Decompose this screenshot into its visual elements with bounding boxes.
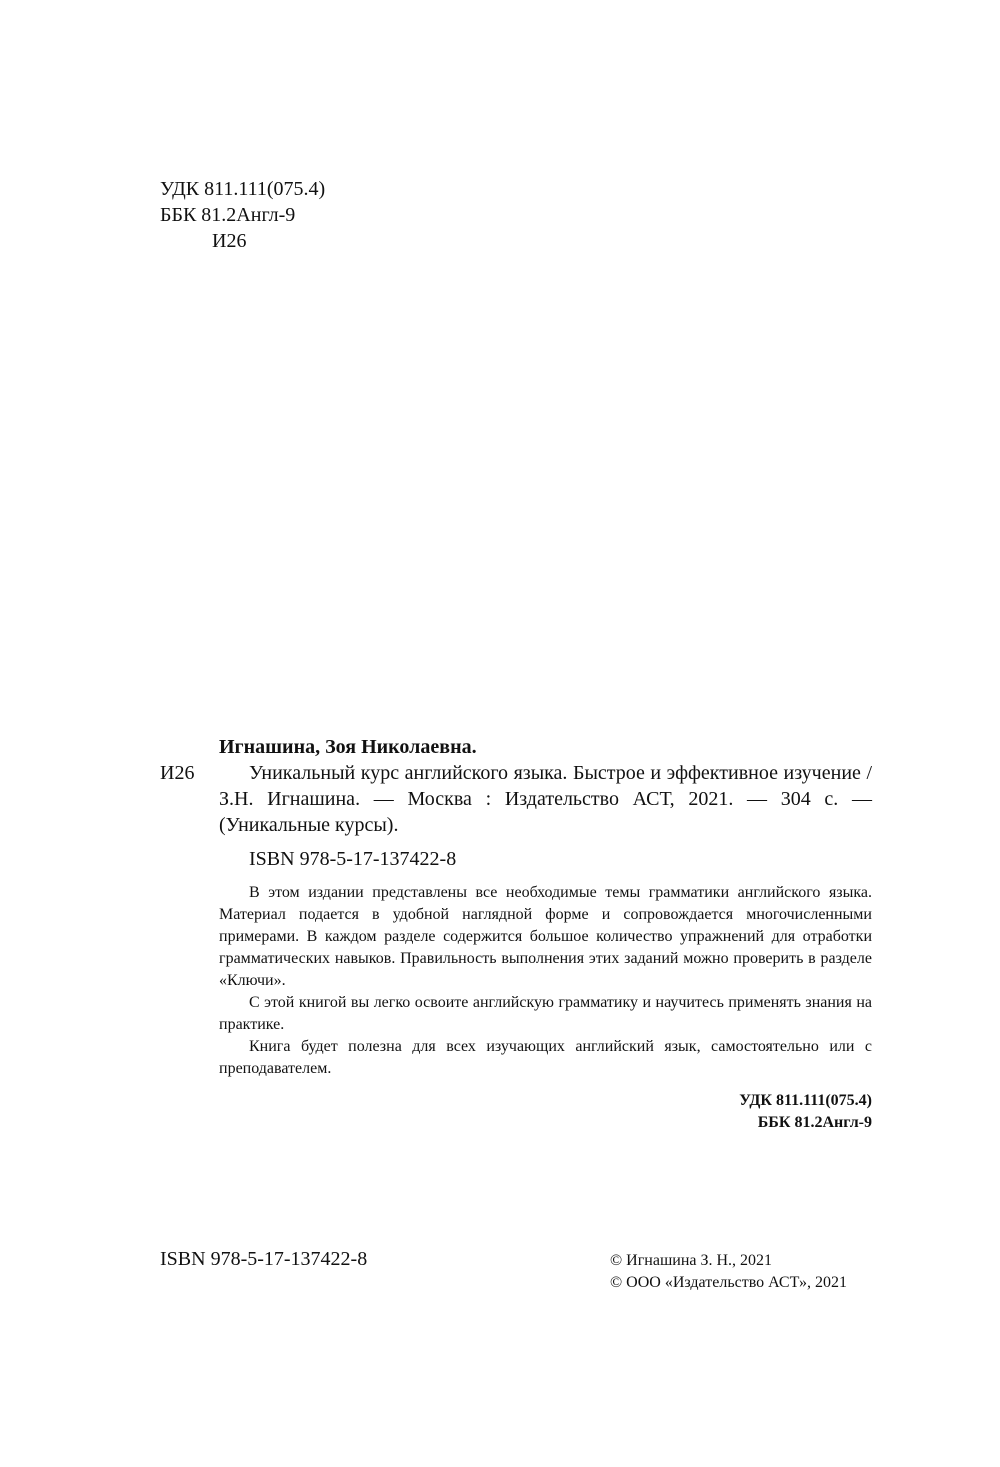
copyright-block xyxy=(610,1250,847,1294)
record-description: Уникальный курс английского языка. Быстрое и эффективное изучение / З.Н. Игнашина. — Москва : Издательство АСТ, 2021. — 304 с. — (Уникальные курсы). xyxy=(219,762,872,836)
annotation-paragraph: С этой книгой вы легко освоите английскую грамматику и научитесь применять знания на практике. xyxy=(219,994,872,1033)
record-isbn: ISBN 978-5-17-137422-8 xyxy=(249,848,457,870)
bbk-code-bold: ББК 81.2Англ-9 xyxy=(757,1114,872,1131)
annotation-paragraph: В этом издании представлены все необходимые темы грамматики английского языка. Материал подается в удобной наглядной форме и сопровождается многочисленными примерами. В каждом разделе содержится большое количество упражнений для отработки грамматических навыков. Правильность выполнения этих заданий можно проверить в разделе «Ключи». xyxy=(219,884,872,989)
bibliographic-record xyxy=(160,734,872,1134)
annotation xyxy=(219,882,872,1080)
author-mark: И26 xyxy=(212,230,247,252)
bottom-classification-codes xyxy=(160,1090,872,1134)
footer-isbn: ISBN 978-5-17-137422-8 xyxy=(160,1248,368,1270)
record-entry xyxy=(160,760,872,838)
copyright-author: © Игнашина З. Н., 2021 xyxy=(610,1252,773,1269)
record-author-mark: И26 xyxy=(160,762,195,784)
bbk-code: ББК 81.2Англ-9 xyxy=(160,204,296,226)
copyright-publisher: © ООО «Издательство АСТ», 2021 xyxy=(610,1274,847,1291)
udk-code-bold: УДК 811.111(075.4) xyxy=(739,1092,872,1109)
udk-code: УДК 811.111(075.4) xyxy=(160,178,326,200)
top-classification-codes xyxy=(160,176,325,254)
annotation-paragraph: Книга будет полезна для всех изучающих английский язык, самостоятельно или с преподавателем. xyxy=(219,1038,872,1077)
record-author: Игнашина, Зоя Николаевна. xyxy=(219,736,477,758)
